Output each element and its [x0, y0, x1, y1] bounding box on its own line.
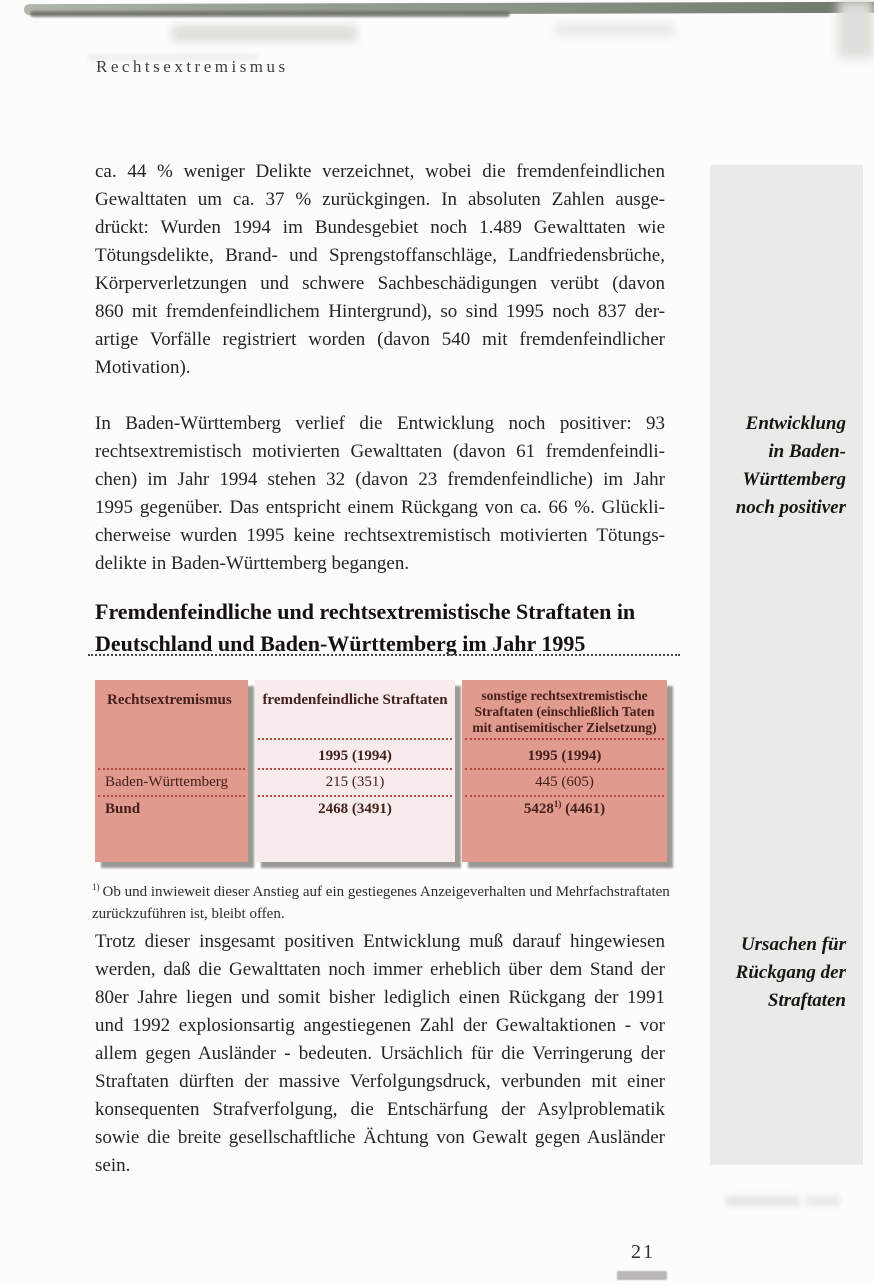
table-column-sonstige-straftaten	[462, 680, 667, 862]
section-heading: Fremdenfeindliche und rechtsextremistische Straftaten in Deutschland und Baden-Württemberg im Jahr 1995	[95, 599, 636, 656]
row-label-baden-wuerttemberg: Baden-Württemberg	[105, 774, 229, 790]
dotted-divider	[465, 738, 664, 740]
paragraph-baden-wuerttemberg: In Baden-Württemberg verlief die Entwicklung noch positiver: 93 rechtsextremistisch motivierten Gewalttaten (davon 61 fremdenfeindli- chen) im Jahr 1994 stehen 32 (davon 23 fremdenfeindliche) im Jahr 1995 gegenüber. Das entspricht einem Rückgang von ca. 66 %. Glückli- cherweise wurden 1995 keine rechtsextremistisch motivierten Tötungs- delikte in Baden-Württemberg begangen.	[95, 413, 665, 574]
dotted-divider	[258, 738, 452, 740]
row-label-bund: Bund	[105, 801, 141, 817]
cell-value-prior-year: (4461)	[561, 801, 606, 817]
paragraph-gewalttaten-bund: ca. 44 % weniger Delikte verzeichnet, wobei die fremdenfeindlichen Gewalttaten um ca. 37 % zurückgingen. In absoluten Zahlen ausge- drückt: Wurden 1994 im Bundesgebiet noch 1.489 Gewalttaten wie Tötungsdelikte, Brand- und Sprengstoffanschläge, Landfriedensbrüche, Körperverletzungen und schwere Sachbeschädigungen verübt (davon 860 mit fremdenfeindlichem Hintergrund), so sind 1995 noch 837 der- artige Vorfälle registriert worden (davon 540 mit fremdenfeindlicher Motivation).	[95, 161, 665, 378]
table-column-rechtsextremismus	[95, 680, 248, 862]
column-subheader-years: 1995 (1994)	[318, 748, 392, 764]
cell-bw-fremdenfeindliche: 215 (351)	[325, 774, 385, 790]
scan-artifact-top-band-shadow	[30, 11, 510, 17]
footnote	[92, 881, 702, 925]
cell-bund-sonstige	[462, 797, 667, 821]
column-subheader-years: 1995 (1994)	[527, 748, 602, 764]
footnote-line-1: Ob und inwieweit dieser Anstieg auf ein gestiegenes Anzeigeverhalten und Mehrfachstraftaten	[102, 884, 670, 900]
page-number: 21	[631, 1241, 655, 1263]
scan-artifact-smudge	[806, 1196, 840, 1205]
margin-note-ursachen: Ursachen für Rückgang der Straftaten	[735, 934, 846, 1011]
cell-bund-fremdenfeindliche: 2468 (3491)	[318, 801, 392, 817]
footnote-line-2: zurückzuführen ist, bleibt offen.	[92, 906, 285, 922]
cell-value: 5428	[523, 801, 554, 817]
column-header: Rechtsextremismus	[107, 692, 232, 708]
column-header: sonstige rechtsextremistische Straftaten (einschließlich Taten mit antisemitischer Zielsetzung)	[472, 688, 657, 735]
margin-column-background	[710, 165, 863, 1165]
running-header: Rechtsextremismus	[96, 57, 289, 76]
margin-note-entwicklung: Entwicklung in Baden- Württemberg noch positiver	[735, 413, 846, 518]
paragraph-trotz-entwicklung: Trotz dieser insgesamt positiven Entwicklung muß darauf hingewiesen werden, daß die Gewalttaten noch immer erheblich über dem Stand der 80er Jahre liegen und somit bisher lediglich einen Rückgang der 1991 und 1992 explosionsartig angestiegenen Zahl der Gewaltaktionen - vor allem gegen Ausländer - bedeuten. Ursächlich für die Verringerung der Straftaten dürften der massive Verfolgungsdruck, verbunden mit einer konsequenten Strafverfolgung, die Entschärfung der Asylproblematik sowie die breite gesellschaftliche Ächtung von Gewalt gegen Ausländer sein.	[95, 931, 665, 1176]
table-column-fremdenfeindliche-straftaten	[255, 680, 455, 862]
statistics-table	[95, 680, 670, 870]
cell-bw-sonstige: 445 (605)	[535, 774, 594, 790]
footnote-marker: 1)	[553, 799, 562, 809]
scan-artifact-corner-smudge	[838, 0, 874, 58]
footnote-marker: 1)	[92, 882, 100, 892]
scan-artifact-smudge	[726, 1196, 800, 1206]
section-heading-dotted-underline	[88, 654, 680, 656]
scan-artifact-smudge	[617, 1271, 667, 1280]
scan-artifact-blurred-text	[555, 24, 675, 36]
scan-artifact-blurred-text	[172, 25, 357, 42]
column-header: fremdenfeindliche Straftaten	[262, 692, 448, 708]
